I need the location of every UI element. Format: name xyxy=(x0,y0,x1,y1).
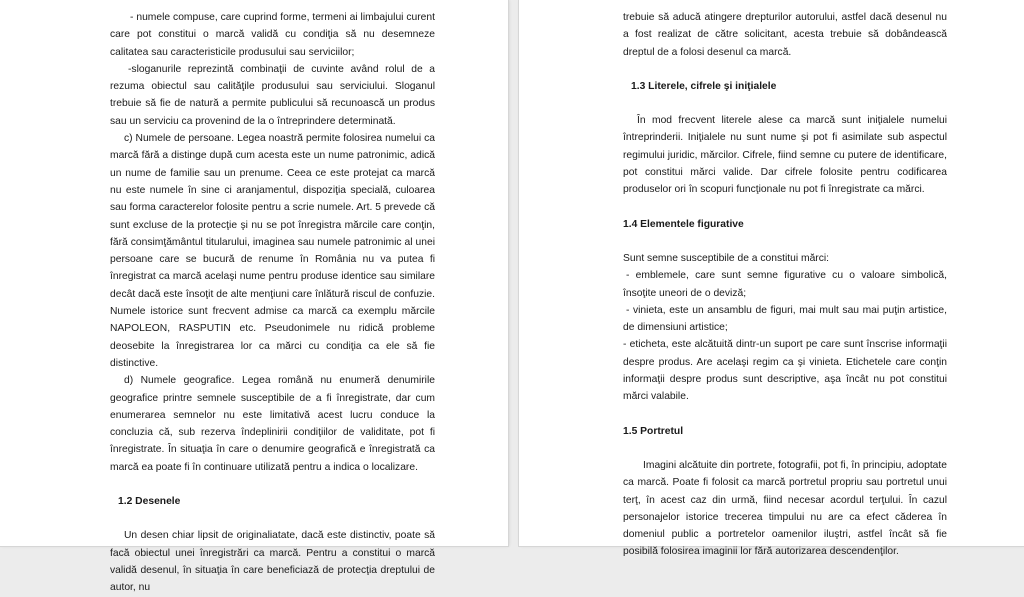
heading-figurative-elements: 1.4 Elementele figurative xyxy=(623,218,744,230)
paragraph-drawings-continued: trebuie să aducă atingere drepturilor autorului, astfel dacă desenul nu a fost realizat de către solicitant, acesta trebuie să dobândească dreptul de a folosi desenul ca marcă. xyxy=(623,12,947,58)
paragraph-geographic-names: d) Numele geografice. Legea română nu enumeră denumirile geografice printre semnele susceptibile de a fi înregistrate, dar cum enumerarea semnelor nu este limitativă acest lucru conduce la concluzia că, sub rezerva îndeplinirii condiţiilor de validitate, pot fi înregistrate. În situaţia în care o denumire geografică e înregistrată ca marcă ea poate fi în continuare utilizată pentru a indica o localizare. xyxy=(110,375,435,473)
heading-letters-digits: 1.3 Literele, cifrele şi iniţialele xyxy=(631,80,777,92)
paragraph-figurative-intro: Sunt semne susceptibile de a constitui mărci: xyxy=(623,252,830,264)
paragraph-label: - eticheta, este alcătuită dintr-un suport pe care sunt înscrise informaţii despre produs. Are acelaşi regim ca şi vinieta. Etichetele care conţin informaţii despre produs sunt descriptive, aşa încât nu pot constitui mărci valabile. xyxy=(623,339,947,403)
heading-drawings: 1.2 Desenele xyxy=(118,496,181,508)
paragraph-person-names: c) Numele de persoane. Legea noastră permite folosirea numelui ca marcă fără a distinge după cum acesta este un nume patronimic, adică un nume de familie sau un prenume. Ceea ce este protejat ca marcă nu este numele în sine ci aranjamentul, dispoziţia specială, culoarea sau forma caracterelor folosite pentru a scrie numele. Art. 5 prevede că sunt excluse de la protecţie şi nu se pot înregistra mărcile care conţin, fără consimţământul titularului, imaginea sau numele patronimic al unei persoane care se bucură de renume în România nu va putea fi înregistrat ca marcă acelaşi nume pentru produse identice sau similare decât dacă este însoţit de alte menţiuni care înlătură riscul de confuzie. Numele istorice sunt frecvent admise ca marcă ca exemplu mărcile NAPOLEON, RASPUTIN etc. Pseudonimele nu ridică probleme deosebite la înregistrarea lor ca mărci cu condiţia ca ele să fie distinctive. xyxy=(110,133,435,369)
paragraph-vignette: - vinieta, este un ansamblu de figuri, mai mult sau mai puţin artistice, de dimensiuni artistice; xyxy=(623,304,947,334)
document-page-right xyxy=(519,0,1024,558)
paragraph-letters-digits: În mod frecvent literele alese ca marcă sunt iniţialele numelui întreprinderii. Iniţialele nu sunt nume şi pot fi asimilate sub aspectul regimului juridic, mărcilor. Cifrele, fiind semne cu putere de identificare, pot constitui mărci valide. Dar cifrele folosite pentru codificarea produselor ori în scopuri funcţionale nu pot fi înregistrate ca mărci. xyxy=(623,115,947,196)
heading-portrait: 1.5 Portretul xyxy=(623,425,684,437)
paragraph-compound-names: - numele compuse, care cuprind forme, termeni ai limbajului curent care pot constitui o marcă validă cu condiţia să nu desemneze calitatea sau caracteristicile produsului sau serviciilor; xyxy=(110,12,435,58)
page-content-right xyxy=(623,9,947,561)
paragraph-portrait: Imagini alcătuite din portrete, fotografii, pot fi, în principiu, adoptate ca marcă. Poate fi folosit ca marcă portretul propriu sau portretul unui terţ, în acest caz din urmă, fiind necesar acordul terţului. În cazul personajelor istorice trecerea timpului nu are ca efect căderea în domeniul public a portretelor oamenilor iluştri, astfel încât să fie posibilă folosirea imaginii lor fără autorizarea descendenţilor. xyxy=(623,459,947,558)
paragraph-drawings: Un desen chiar lipsit de originaliatate, dacă este distinctiv, poate să facă obiectul unei înregistrări ca marcă. Pentru a constitui o marcă validă desenul, în situaţia în care beneficiază de protecţia dreptului de autor, nu xyxy=(110,530,435,594)
paragraph-slogans: -sloganurile reprezintă combinaţii de cuvinte având rolul de a rezuma obiectul sau calităţile produsului sau serviciului. Sloganul trebuie să fie de natură a permite publicului să recunoască un produs sau un serviciu ca provenind de la o întreprindere determinată. xyxy=(110,63,435,127)
paragraph-emblems: - emblemele, care sunt semne figurative cu o valoare simbolică, însoţite uneori de o deviză; xyxy=(623,270,947,299)
document-page-left xyxy=(0,0,508,594)
page-content-left xyxy=(110,9,435,597)
